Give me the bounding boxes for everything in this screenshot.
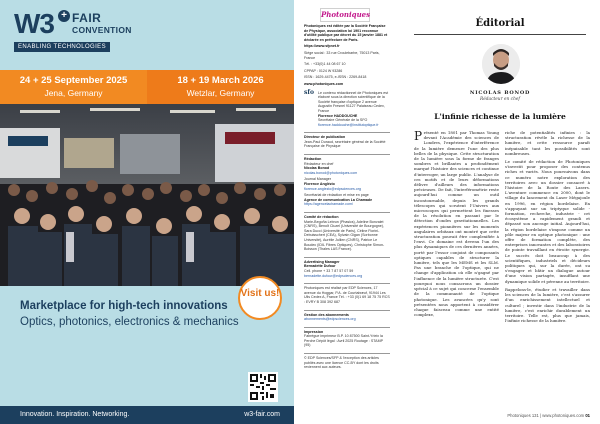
- author-name: NICOLAS BONOD: [469, 90, 531, 96]
- issue-url[interactable]: www.photoniques.com: [542, 413, 585, 418]
- ad-footer: [0, 406, 294, 424]
- event-wetzlar: [147, 70, 294, 104]
- w3-fair-advertisement: [0, 0, 294, 424]
- editorial-page: [400, 0, 600, 424]
- masthead-column: [304, 8, 390, 418]
- masthead-issn: ISSN : 1629-4475, e-ISSN : 2269-8418: [304, 75, 367, 80]
- sfo-email[interactable]: florence.haddouche@institutoptique.fr: [317, 122, 379, 127]
- marketplace-subtitle: Optics, photonics, electronics & mechanics: [20, 316, 239, 328]
- footer-url[interactable]: w3-fair.com: [244, 411, 280, 418]
- event-wetzlar-dates: 18 + 19 March 2026: [177, 75, 264, 86]
- editorial-section-title: Éditorial: [475, 18, 525, 29]
- section-publication: Directeur de publication Jean-Paul Duraud, secrétaire général de la Société Française de Physique: [304, 132, 390, 149]
- logo-tagline: ENABLING TECHNOLOGIES: [14, 42, 110, 52]
- photoniques-logo: Photoniques: [320, 8, 370, 22]
- visit-us-badge: Visit us!: [238, 276, 282, 320]
- agency-url[interactable]: https://agencelachamade.com/: [304, 202, 353, 207]
- event-jena-dates: 24 + 25 September 2025: [19, 75, 128, 86]
- issue-label: Photoniques 131: [507, 413, 539, 418]
- sfo-role: Secrétaire Générale de la SFO: [317, 118, 368, 123]
- sfo-block: [304, 88, 390, 128]
- section-abonnements: Gestion des abonnements abonnements@edpsciences.org: [304, 310, 390, 322]
- editorial-body: [414, 130, 590, 323]
- footer-slogan: Innovation. Inspiration. Networking.: [20, 411, 130, 418]
- section-comite: Comité de rédaction Marie-Begoña Lebrun (Phasics), Adeline Bonvalet (CNRS), Benoît Cluzel (Université de Bourgogne), Sara Ducci (Université de Paris), Céline Fiorini-Debuisschert (CEA), Sylvain Gigan (Sorbonne Université), Aurélie Jullien (CNRS), Patrice Le Boudec (IDIL Fibres Optiques), Christophe Simon-Boisson (Thales LAS France).: [304, 212, 390, 252]
- event-jena: [0, 70, 147, 104]
- exhibition-crowd-photo: [0, 104, 294, 286]
- title-divider: [414, 34, 586, 35]
- section-edp: Photoniques est réalisé par EDP Sciences, 17 avenue du Hoggar, P.A. de Courtabœuf, 91944 Les Ulis Cedex A, France Tél. : +33 (0)1 69 18 75 75 RCS : EVRY B 308 392 687: [304, 283, 390, 304]
- section-advertising: Advertising Manager Bernadette Dufour Cell. phone + 33 7 87 57 07 59 bernadette.dufour@edpsciences.org: [304, 257, 390, 278]
- w3-fair-logo: [14, 8, 132, 50]
- marketplace-title: Marketplace for high-tech innovations: [20, 300, 228, 312]
- masthead-address: Siège social : 33 rue Croulebarbe, 75013 Paris, France: [304, 50, 380, 60]
- logo-fair: FAIR: [72, 11, 102, 25]
- masthead-tel: Tél. : +33(0)1 44 08 67 10: [304, 62, 346, 67]
- author-portrait: [482, 44, 520, 84]
- redaction-email[interactable]: nicolas.bonod@photoniques.com: [304, 170, 358, 175]
- qr-code[interactable]: [248, 372, 278, 402]
- editorial-headline: L'infinie richesse de la lumière: [434, 112, 566, 121]
- page-footer: Photoniques 131 | www.photoniques.com 01: [507, 413, 590, 418]
- dropcap: P: [414, 128, 423, 143]
- masthead-url-photoniques[interactable]: www.photoniques.com: [304, 81, 344, 86]
- abonnements-email[interactable]: abonnements@edpsciences.org: [304, 317, 356, 322]
- jm-email[interactable]: florence.anglezio@edpsciences.org: [304, 186, 361, 191]
- section-copyright: © EDP Sciences/SFP & l'exception des articles publiés avec une licence CC-BY dont les droits reviennent aux auteurs.: [304, 353, 390, 370]
- editorial-column-2: riche de potentialités infinies : la structuration révèle la richesse de la lumière, et cette ressource paraît inépuisable tant les possibilités sont nombreuses. Le comité de rédaction de Photoniques s'investit pour proposer des contenus riches et variés. Nous poursuivons dans ce numéro notre exploration des territoires avec un dossier consacré à l'histoire de la Route des Lasers. L'aventure commence en 2000, dont le village du lancement du Laser Mégajoule en 1996, en région bordelaise. En s'appuyant sur un triptyque solide - formation, recherche, industrie - cet écosystème a rapidement grandi et dépassé son ancrage initial. Aujourd'hui, la région bordelaise s'impose comme un pôle majeur en optique photonique : une offre de formation complète, des entreprises innovantes et des laboratoires de pointe travaillant en étroite synergie. Le succès doit beaucoup à des scientifiques, industriels et décideurs politiques qui, sur la durée, ont su s'engager et bâtir un dialogue autour d'une vision partagée, insufflant une dynamique solide et pérenne au territoire. Rappelons-le, étudier et travailler dans les sciences de la lumière, c'est s'assurer d'un enrichissement intellectuel et culturel ; investir dans l'industrie de la lumière, c'est enrichir durablement un territoire. Telle est, plus que jamais, l'infinie richesse de la lumière.: [505, 130, 590, 324]
- logo-w3: W3: [14, 8, 54, 39]
- page-number: 01: [585, 413, 590, 418]
- editorial-column-1: Présenté en 1801 par Thomas Young devant l'Académie des sciences de Londres, l'expérience d'interférence de la lumière demeure l'une des plus belles de la physique. Cette structuration de la lumière sous la forme de franges sombres et brillantes a profondément marqué l'histoire des sciences et continue d'interroger, un large public. L'analyse de ces motifs et de leurs déformations délivre d'ailleurs des informations précieuses. De fait, l'interférométrie reste aujourd'hui comme un outil incontournable, depuis les grands télescopes qui scrutent l'Univers aux microscopes qui permettent les finesses de la résolution en passant par le détection d'ondes gravitationnelles. Les expériences pionnières sur les moments angulaires orbitaux ont montré que cette structuration pouvait être complexifiée à l'envi. Ce domaine est devenu l'un des plus dynamiques de ces dernières années, porté par l'essor conjoint de composants optiques capables de structurer la lumière, tels que les MEMS et les SLM. Pas une branche de l'optique, qui ne change d'application où elle n'gagné par l'influence de la lumière structurée. C'est pourquoi nous consacrons un dossier spécial à ce sujet qui concerne l'ensemble de la communauté de l'optique photonique. Les avancées qu'y sont présentées nous apportent à considérer chaque faisceau comme une entité complexe,: [414, 128, 499, 318]
- masthead-url-sfp[interactable]: https://www.sfpnet.fr: [304, 44, 340, 49]
- event-wetzlar-city: Wetzlar, Germany: [186, 88, 255, 98]
- section-redaction: Rédaction Rédacteur en chef Nicolas Bonod nicolas.bonod@photoniques.com Journal Manager Florence Anglézio florence.anglezio@edpsciences.org Secrétariat de rédaction et mise en page Agence de communication La Chamade https://agencelachamade.com/: [304, 154, 390, 207]
- logo-plus: +: [58, 10, 70, 22]
- event-jena-city: Jena, Germany: [44, 88, 103, 98]
- author-role: Rédacteur en chef: [480, 97, 520, 102]
- sfo-contact: Florence HADDOUCHE: [317, 113, 358, 118]
- sfo-logo: sfo: [304, 88, 314, 96]
- adv-email[interactable]: bernadette.dufour@edpsciences.org: [304, 273, 363, 278]
- sfo-text: Le contenu rédactionnel de Photoniques est élaboré sous la direction scientifique de la Société française d'optique 2 avenue Augustin Fresnel 91127 Palaiseau Cedex, France: [317, 90, 389, 113]
- section-impression: Impression Fabrègue imprimeur B.P. 10 87500 Saint-Yrieix la Perche Dépôt légal : Avril 2025 Routage : STAMP (95): [304, 327, 390, 348]
- logo-convention: CONVENTION: [72, 25, 132, 35]
- masthead-cppap: CPPAP : 0124 W 93286: [304, 68, 343, 73]
- masthead-intro: Photoniques est éditée par la Société Française de Physique, association loi 1901 reconnue d'utilité publique par décret du 15 janvier 1881 et déclarée en préfecture de Paris.: [304, 24, 388, 42]
